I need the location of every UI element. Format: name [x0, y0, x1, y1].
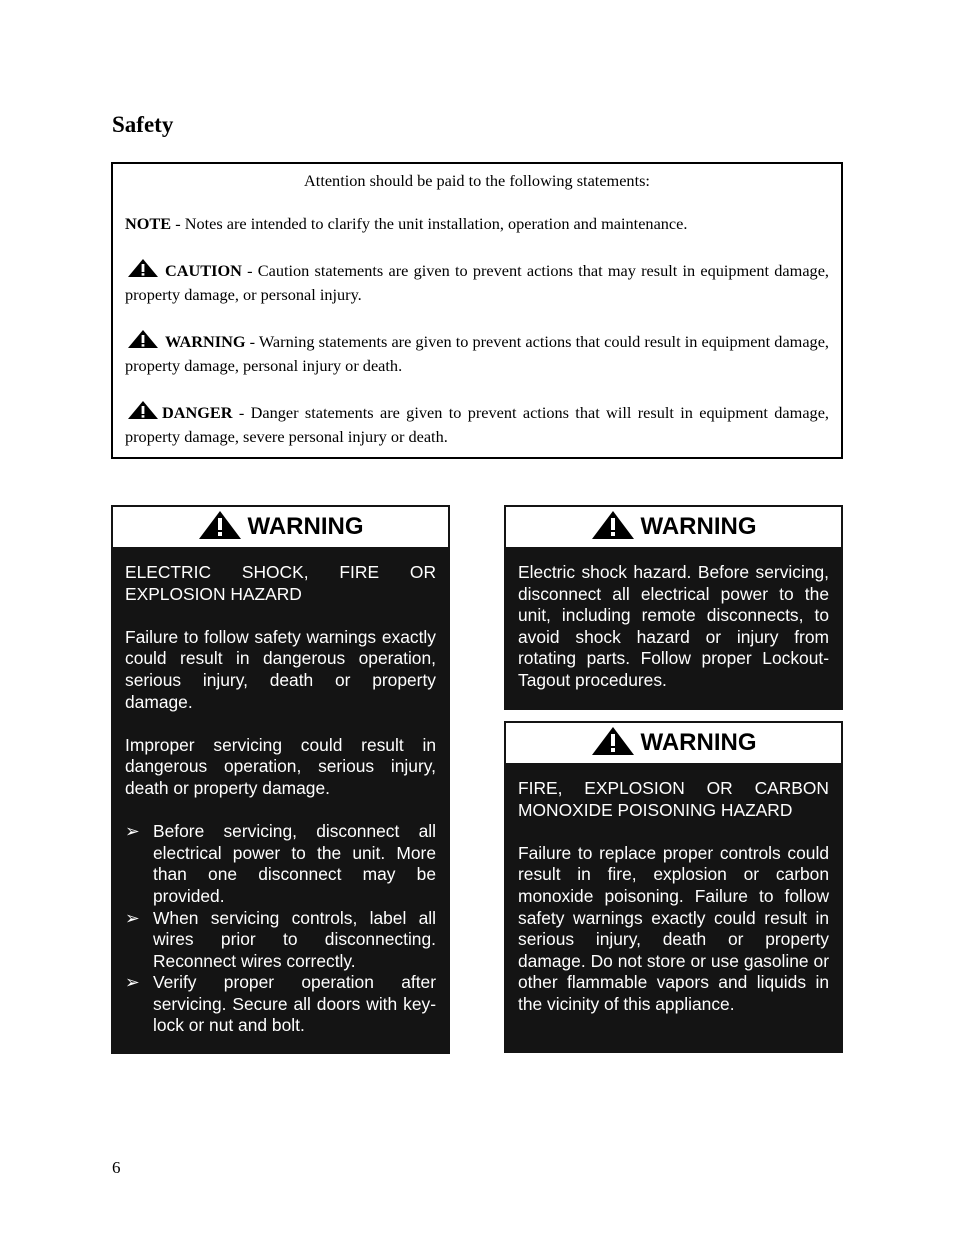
- attention-heading: Attention should be paid to the following statements:: [304, 171, 650, 190]
- note-text: - Notes are intended to clarify the unit installation, operation and maintenance.: [171, 214, 688, 233]
- arrow-bullet-icon: ➢: [125, 821, 140, 842]
- danger-text: - Danger statements are given to prevent actions that will result in equipment damage, property damage, severe personal injury or death.: [125, 403, 829, 446]
- warning-card-fire-carbon-monoxide: [504, 721, 843, 1053]
- danger-statement: [125, 400, 829, 448]
- warning-text: - Warning statements are given to prevent actions that could result in equipment damage, property damage, personal injury or death.: [125, 332, 829, 375]
- list-item: ➢ Before servicing, disconnect all electrical power to the unit. More than one disconnect may be provided.: [125, 821, 436, 906]
- caution-statement: [125, 258, 829, 306]
- warning-label: WARNING: [165, 332, 246, 351]
- warning-triangle-icon: [198, 510, 242, 544]
- warning-triangle-icon: [591, 726, 635, 760]
- page-number: 6: [112, 1158, 121, 1177]
- warning-card-header: [113, 507, 448, 547]
- warning-card-title: WARNING: [640, 729, 757, 757]
- warning-card-title: WARNING: [247, 513, 364, 541]
- list-item: ➢ When servicing controls, label all wires prior to disconnecting. Reconnect wires correctly.: [125, 907, 436, 971]
- caution-label: CAUTION: [165, 261, 242, 280]
- card-paragraph: Improper servicing could result in dangerous operation, serious injury, death or property damage.: [125, 734, 436, 798]
- hazard-title: FIRE, EXPLOSION OR CARBON MONOXIDE POISONING HAZARD: [518, 778, 829, 820]
- danger-label: DANGER: [162, 403, 233, 422]
- hazard-title: ELECTRIC SHOCK, FIRE OR EXPLOSION HAZARD: [125, 562, 436, 604]
- arrow-bullet-icon: ➢: [125, 907, 140, 928]
- list-item: ➢ Verify proper operation after servicing. Secure all doors with key-lock or nut and bolt.: [125, 972, 436, 1036]
- safety-statements-box: [111, 162, 843, 459]
- warning-triangle-icon: [127, 258, 159, 284]
- caution-text: - Caution statements are given to prevent actions that may result in equipment damage, property damage, or personal injury.: [125, 261, 829, 304]
- warning-statement: [125, 329, 829, 377]
- warning-card-header: [506, 507, 841, 547]
- page-title: Safety: [112, 112, 174, 137]
- card-paragraph: Failure to replace proper controls could result in fire, explosion or carbon monoxide poisoning. Failure to follow safety warnings exactly could result in serious injury, death or property damage. Do not store or use gasoline or other flammable vapors and liquids in the vicinity of this appliance.: [518, 842, 829, 1014]
- arrow-bullet-icon: ➢: [125, 972, 140, 993]
- warning-triangle-icon: [127, 329, 159, 355]
- note-statement: [125, 213, 829, 235]
- warning-card-electric-shock-fire: [111, 505, 450, 1054]
- card-paragraph: Failure to follow safety warnings exactly could result in dangerous operation, serious injury, death or property damage.: [125, 626, 436, 712]
- warning-card-title: WARNING: [640, 513, 757, 541]
- warning-card-electric-shock: [504, 505, 843, 710]
- warning-triangle-icon: [591, 510, 635, 544]
- note-label: NOTE: [125, 214, 172, 233]
- card-paragraph: Electric shock hazard. Before servicing, disconnect all electrical power to the unit, including remote disconnects, to avoid shock hazard or injury from rotating parts. Follow proper Lockout-Tagout procedures.: [518, 562, 829, 690]
- warning-card-header: [506, 723, 841, 763]
- precautions-list: [125, 821, 436, 1037]
- warning-triangle-icon: [127, 400, 159, 426]
